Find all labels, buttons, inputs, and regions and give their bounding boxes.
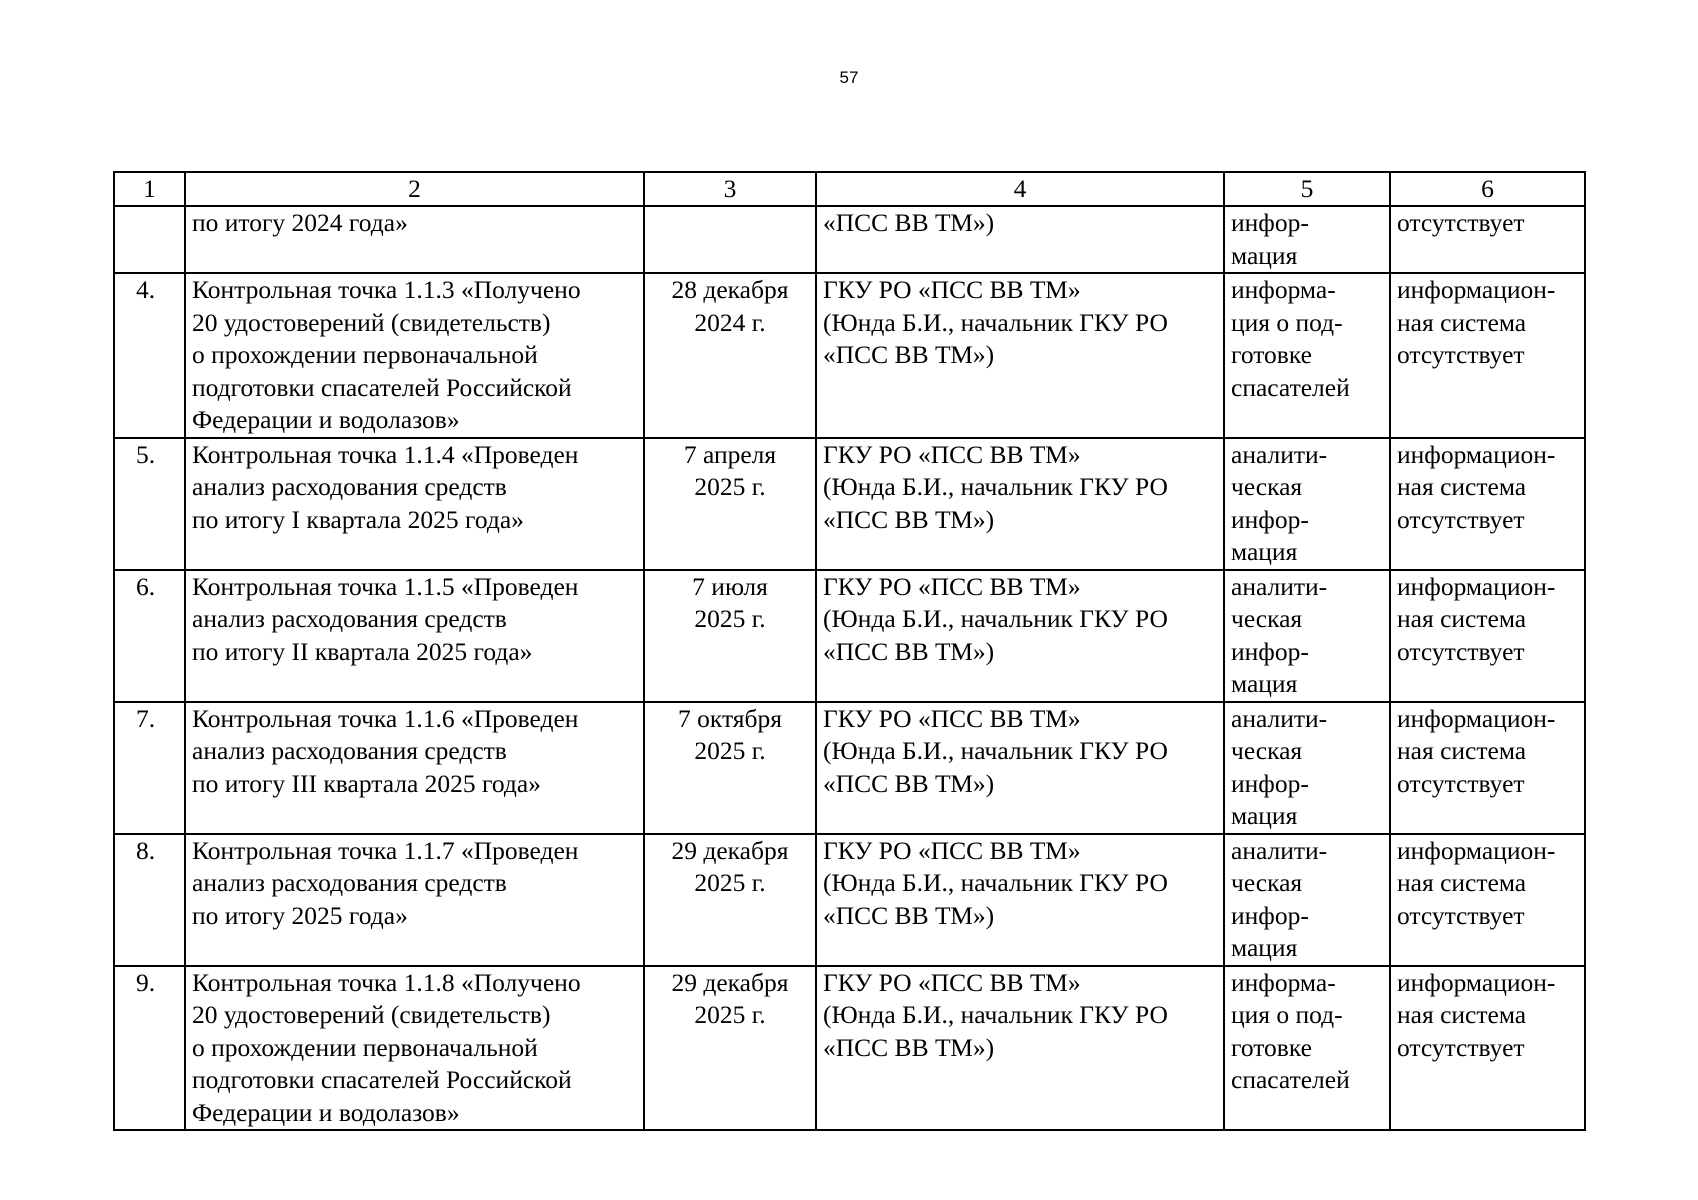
- cell-text-line: аналити-: [1231, 835, 1328, 865]
- cell-text-line: ГКУ РО «ПСС ВВ ТМ»: [823, 275, 1081, 304]
- table-row: [114, 438, 1585, 570]
- info-system-cell: [1390, 570, 1585, 702]
- cell-text-line: аналити-: [1231, 571, 1328, 601]
- cell-text-line: ная система: [1397, 472, 1527, 501]
- result-type-cell: [1224, 702, 1390, 834]
- cell-text-line: мация: [1231, 537, 1298, 566]
- cell-text-line: (Юнда Б.И., начальник ГКУ РО: [823, 307, 1168, 337]
- cell-text-line: 2025 г.: [694, 604, 766, 633]
- responsible-cell: [816, 570, 1224, 702]
- cell-text-line: ная система: [1397, 1000, 1527, 1029]
- cell-text-line: по итогу I квартала 2025 года»: [192, 504, 524, 534]
- row-number-cell: 5.: [114, 438, 185, 570]
- cell-text-line: ная система: [1397, 604, 1527, 633]
- cell-text-line: информацион-: [1397, 703, 1556, 733]
- cell-text-line: отсутствует: [1397, 900, 1525, 930]
- info-system-cell: [1390, 273, 1585, 438]
- cell-text-line: «ПСС ВВ ТМ»): [823, 636, 995, 666]
- cell-text-line: информацион-: [1397, 835, 1556, 865]
- cell-text-line: информацион-: [1397, 967, 1556, 997]
- cell-text-line: спасателей: [1231, 372, 1350, 402]
- cell-text-line: ная система: [1397, 307, 1527, 337]
- cell-text-line: информацион-: [1397, 439, 1556, 469]
- column-header: 2: [185, 172, 644, 206]
- cell-text-line: о прохождении первоначальной: [192, 340, 538, 369]
- cell-text-line: готовке: [1231, 340, 1312, 369]
- table-row: [114, 570, 1585, 702]
- cell-text-line: подготовки спасателей Российской: [192, 372, 572, 402]
- result-type-cell: [1224, 438, 1390, 570]
- cell-text-line: спасателей: [1231, 1065, 1350, 1094]
- result-type-cell: [1224, 966, 1390, 1131]
- column-header: 5: [1224, 172, 1390, 206]
- cell-text-line: «ПСС ВВ ТМ»): [823, 340, 995, 369]
- info-system-cell: [1390, 966, 1585, 1131]
- cell-text-line: «ПСС ВВ ТМ»): [823, 768, 995, 798]
- cell-text-line: «ПСС ВВ ТМ»): [823, 208, 995, 237]
- cell-text-line: по итогу II квартала 2025 года»: [192, 636, 533, 666]
- deadline-cell: [644, 438, 816, 570]
- column-header: 1: [114, 172, 185, 206]
- cell-text-line: мация: [1231, 240, 1298, 270]
- cell-text-line: по итогу 2024 года»: [192, 208, 408, 237]
- deadline-cell: [644, 966, 816, 1131]
- cell-text-line: инфор-: [1231, 504, 1309, 534]
- deadline-cell: [644, 570, 816, 702]
- cell-text-line: информацион-: [1397, 571, 1556, 601]
- column-header: 6: [1390, 172, 1585, 206]
- column-header: 3: [644, 172, 816, 206]
- cell-text-line: 7 июля: [692, 571, 768, 601]
- control-point-cell: [185, 702, 644, 834]
- cell-text-line: Контрольная точка 1.1.5 «Проведен: [192, 571, 579, 601]
- cell-text-line: инфор-: [1231, 900, 1309, 930]
- cell-text-line: мация: [1231, 933, 1298, 962]
- cell-text-line: подготовки спасателей Российской: [192, 1065, 572, 1094]
- control-point-cell: [185, 570, 644, 702]
- table-row: [114, 702, 1585, 834]
- table-row: [114, 966, 1585, 1131]
- cell-text-line: отсутствует: [1397, 768, 1525, 798]
- cell-text-line: мация: [1231, 669, 1298, 698]
- cell-text-line: ГКУ РО «ПСС ВВ ТМ»: [823, 571, 1081, 601]
- cell-text-line: анализ расходования средств: [192, 604, 507, 633]
- cell-text-line: ная система: [1397, 868, 1527, 897]
- result-type-cell: [1224, 273, 1390, 438]
- cell-text-line: информа-: [1231, 275, 1336, 304]
- cell-text-line: ческая: [1231, 736, 1303, 765]
- cell-text-line: Федерации и водолазов»: [192, 405, 460, 434]
- cell-text-line: (Юнда Б.И., начальник ГКУ РО: [823, 1000, 1168, 1029]
- row-number-cell: 9.: [114, 966, 185, 1131]
- cell-text-line: (Юнда Б.И., начальник ГКУ РО: [823, 472, 1168, 501]
- responsible-cell: [816, 966, 1224, 1131]
- responsible-cell: [816, 273, 1224, 438]
- cell-text-line: о прохождении первоначальной: [192, 1032, 538, 1062]
- page-number: 57: [839, 68, 859, 87]
- cell-text-line: Контрольная точка 1.1.8 «Получено: [192, 967, 581, 997]
- responsible-cell: [816, 438, 1224, 570]
- deadline-cell: [644, 206, 816, 273]
- control-point-cell: [185, 206, 644, 273]
- control-point-cell: [185, 273, 644, 438]
- row-number-cell: 8.: [114, 834, 185, 966]
- control-point-cell: [185, 966, 644, 1131]
- responsible-cell: [816, 702, 1224, 834]
- deadline-cell: [644, 273, 816, 438]
- table-header-row: [114, 172, 1585, 206]
- cell-text-line: информа-: [1231, 967, 1336, 997]
- info-system-cell: [1390, 834, 1585, 966]
- row-number-cell: 6.: [114, 570, 185, 702]
- cell-text-line: Федерации и водолазов»: [192, 1097, 460, 1127]
- cell-text-line: инфор-: [1231, 208, 1309, 237]
- cell-text-line: мация: [1231, 801, 1298, 830]
- cell-text-line: 2025 г.: [694, 736, 766, 765]
- cell-text-line: (Юнда Б.И., начальник ГКУ РО: [823, 604, 1168, 633]
- cell-text-line: «ПСС ВВ ТМ»): [823, 900, 995, 930]
- responsible-cell: [816, 834, 1224, 966]
- result-type-cell: [1224, 206, 1390, 273]
- cell-text-line: 2024 г.: [694, 307, 766, 337]
- cell-text-line: 2025 г.: [694, 1000, 766, 1029]
- row-number-cell: 4.: [114, 273, 185, 438]
- cell-text-line: ческая: [1231, 604, 1303, 633]
- cell-text-line: по итогу III квартала 2025 года»: [192, 768, 541, 798]
- cell-text-line: анализ расходования средств: [192, 868, 507, 897]
- cell-text-line: ная система: [1397, 736, 1527, 765]
- result-type-cell: [1224, 570, 1390, 702]
- cell-text-line: отсутствует: [1397, 340, 1525, 369]
- cell-text-line: 29 декабря: [671, 967, 789, 997]
- control-points-table: [113, 171, 1586, 1131]
- result-type-cell: [1224, 834, 1390, 966]
- cell-text-line: 20 удостоверений (свидетельств): [192, 1000, 551, 1029]
- cell-text-line: 29 декабря: [671, 835, 789, 865]
- cell-text-line: Контрольная точка 1.1.7 «Проведен: [192, 835, 579, 865]
- cell-text-line: инфор-: [1231, 768, 1309, 798]
- deadline-cell: [644, 834, 816, 966]
- deadline-cell: [644, 702, 816, 834]
- cell-text-line: ческая: [1231, 472, 1303, 501]
- cell-text-line: по итогу 2025 года»: [192, 900, 408, 930]
- cell-text-line: информацион-: [1397, 275, 1556, 304]
- cell-text-line: анализ расходования средств: [192, 472, 507, 501]
- info-system-cell: [1390, 206, 1585, 273]
- cell-text-line: Контрольная точка 1.1.4 «Проведен: [192, 439, 579, 469]
- table-row: [114, 206, 1585, 273]
- cell-text-line: ческая: [1231, 868, 1303, 897]
- cell-text-line: Контрольная точка 1.1.3 «Получено: [192, 275, 581, 304]
- cell-text-line: аналити-: [1231, 703, 1328, 733]
- cell-text-line: отсутствует: [1397, 504, 1525, 534]
- cell-text-line: «ПСС ВВ ТМ»): [823, 504, 995, 534]
- cell-text-line: ция о под-: [1231, 1000, 1343, 1029]
- control-point-cell: [185, 834, 644, 966]
- cell-text-line: (Юнда Б.И., начальник ГКУ РО: [823, 736, 1168, 765]
- cell-text-line: Контрольная точка 1.1.6 «Проведен: [192, 703, 579, 733]
- cell-text-line: аналити-: [1231, 439, 1328, 469]
- cell-text-line: ция о под-: [1231, 307, 1343, 337]
- cell-text-line: 7 октября: [678, 703, 782, 733]
- responsible-cell: [816, 206, 1224, 273]
- column-header: 4: [816, 172, 1224, 206]
- row-number-cell: 7.: [114, 702, 185, 834]
- cell-text-line: отсутствует: [1397, 208, 1525, 237]
- cell-text-line: готовке: [1231, 1032, 1312, 1062]
- cell-text-line: инфор-: [1231, 636, 1309, 666]
- table-body: [114, 206, 1585, 1130]
- cell-text-line: 7 апреля: [683, 439, 777, 469]
- info-system-cell: [1390, 702, 1585, 834]
- cell-text-line: ГКУ РО «ПСС ВВ ТМ»: [823, 967, 1081, 997]
- cell-text-line: анализ расходования средств: [192, 736, 507, 765]
- cell-text-line: 28 декабря: [671, 275, 789, 304]
- cell-text-line: 2025 г.: [694, 868, 766, 897]
- info-system-cell: [1390, 438, 1585, 570]
- cell-text-line: ГКУ РО «ПСС ВВ ТМ»: [823, 703, 1081, 733]
- cell-text-line: 20 удостоверений (свидетельств): [192, 307, 551, 337]
- cell-text-line: отсутствует: [1397, 1032, 1525, 1062]
- cell-text-line: отсутствует: [1397, 636, 1525, 666]
- table-row: [114, 834, 1585, 966]
- table-row: [114, 273, 1585, 438]
- control-point-cell: [185, 438, 644, 570]
- cell-text-line: «ПСС ВВ ТМ»): [823, 1032, 995, 1062]
- cell-text-line: ГКУ РО «ПСС ВВ ТМ»: [823, 835, 1081, 865]
- cell-text-line: (Юнда Б.И., начальник ГКУ РО: [823, 868, 1168, 897]
- row-number-cell: [114, 206, 185, 273]
- cell-text-line: ГКУ РО «ПСС ВВ ТМ»: [823, 439, 1081, 469]
- cell-text-line: 2025 г.: [694, 472, 766, 501]
